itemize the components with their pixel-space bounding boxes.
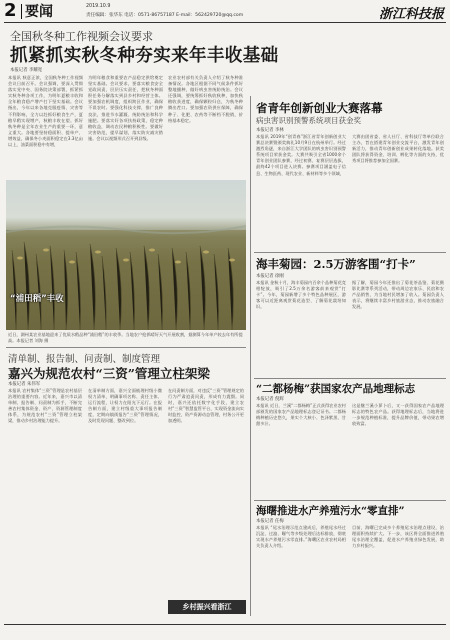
- page-footer-rule: [4, 624, 446, 625]
- story-c-byline: 本报记者 倪辉: [256, 397, 284, 402]
- section-title: 要闻: [25, 4, 53, 20]
- story-e-body-col2: 在清单制方面，嘉兴全面梳理村级小微权力清单，明确事项名称、责任主体、运行流程，让权力在阳光下运行。在报告制方面，建立村级重大事项报告制度，定期向镇街报告“三资”管理情况，及时发现问题、整改到位。: [88, 388, 162, 424]
- story-a-body-col2: 大赛由团省委、省人社厅、省科技厅等单位联合主办，旨在搭建青年创业交流平台，激发青年创新活力，推动青年创新创业成果转化落地。获奖团队将获得资金、培训、孵化等方面的支持，优秀项目将推荐参加全国赛。: [352, 134, 444, 164]
- story-e-body-col3: 在问责制方面，对违反“三资”管理规定的行为严肃追责问责，形成有力震慑。同时，嘉兴还依托数字化手段，建立农村“三资”智慧监管平台，实现资金流向实时监控，资产资源动态管理，村务公开更加透明。: [168, 388, 244, 424]
- paper-name-logo: 浙江科技报: [378, 7, 444, 22]
- story-e-byline: 本报记者 朱伟军: [8, 382, 41, 387]
- lead-body-col1: 本报讯 秋意正浓，全国秋冬种工作视频会议日前召开。会议强调，要深入贯彻落实党中央、国务院决策部署，抓紧抓实秋冬种各项工作，为明年夏粮丰收和全年粮食稳产增产打下坚实基础。会议指出，今年以来各地克服疫情、灾害等不利影响，全力以赴抓好粮食生产，夏粮早稻实现增产，秋粮丰收在望。抓好秋冬种是全年农业生产的重要一环，意义重大。各地要坚持稳面积、提单产、增效益，确保冬小麦面积稳定在3.3亿亩以上，油菜面积稳中有增，: [8, 75, 83, 148]
- story-e-kicker: 清单制、报告制、问责制、制度管理: [8, 354, 161, 365]
- issue-date: 2019.10.9: [86, 4, 111, 9]
- masthead: [0, 0, 450, 24]
- lead-photo-caption: 近日，湖州某农业基地迎来了优质水稻品种“浦田稻”的丰收季。当地农户抢抓晴好天气开展收割，据测算今年单产较去年有所提高。本报记者 刘海 摄: [8, 332, 243, 343]
- story-d-byline: 本报记者 任梅: [256, 519, 284, 524]
- story-a-byline: 本报记者 李林: [256, 128, 284, 133]
- story-c-bottom-rule: [254, 500, 446, 501]
- column-divider: [250, 96, 251, 616]
- lead-byline: 本报记者 李耀宽: [10, 68, 43, 73]
- story-d-headline: 海曙推进水产养殖污水“零直排”: [256, 505, 405, 517]
- lead-headline: 抓紧抓实秋冬种夯实来年丰收基础: [10, 46, 279, 66]
- story-a-headline: 省青年创新创业大赛落幕: [256, 101, 383, 115]
- story-d-body-col2: 目前，海曙已完成多个养殖尾水治理点建设，治理面积持续扩大。下一步，该区将全面推进养殖尾水治理全覆盖，促进水产养殖业绿色发展，助力乡村振兴。: [352, 525, 444, 549]
- lead-photo-rice-field: [6, 180, 246, 330]
- story-b-body-col1: 本报讯 金秋十月，海丰菊园内百余个品种菊花竞相绽放，吸引了2.5万余名游客前来观赏“打卡”。今年，菊园新增了多个特色品种展区，游客可以近距离观赏菊花造型、了解菊花栽培知识。: [256, 280, 346, 310]
- story-b-byline: 本报记者 徐刚: [256, 274, 284, 279]
- story-c-headline: “二都杨梅”获国家农产品地理标志: [256, 383, 416, 395]
- story-a-body-col1: 本报讯 2019年“创青春”浙江省青年创新创业大赛总决赛暨颁奖典礼10月9日在杭州举行。经过激烈角逐，来自浙江大学团队的病虫害识别预警系统项目荣获金奖。大赛共吸引全省1000余个青年创业团队参赛，经过初赛、复赛层层选拔，最终42个项目进入决赛。参赛项目涵盖电子信息、生物医药、现代农业、新材料等多个领域，: [256, 134, 346, 176]
- story-e-footer-tag-text: 乡村振兴看浙江: [182, 603, 232, 611]
- story-b-headline: 海丰菊园：2.5万游客围“打卡”: [256, 257, 416, 271]
- lead-photo-label: “浦田稻”丰收: [10, 294, 64, 304]
- story-e-body-col1: 本报讯 农村集体“三资”管理是农村基层治理的重要内容。近年来，嘉兴市以清单制、报告制、问责制为抓手，不断完善农村集体资金、资产、资源管理制度体系，为规范农村“三资”管理立柱架梁，推动乡村治理能力提升。: [8, 388, 82, 424]
- story-a-bottom-rule: [254, 252, 446, 253]
- lead-body-col3: 农业农村部有关负责人介绍了秋冬种准备情况。各地区根据不同气候条件抓好整地播种，做好病虫害统防统治。会议还强调，要统筹抓好秋收秋种，加快秋粮收获进度，确保颗粒归仓，为秋冬种腾出茬口。要加强农资供应保障，确保种子、化肥、农药等不断档不脱销，价格基本稳定。: [168, 75, 243, 123]
- story-e-footer-tag: [168, 600, 246, 614]
- story-e-top-rule: [6, 347, 246, 348]
- lead-kicker: 全国秋冬种工作视频会议要求: [10, 30, 153, 43]
- story-a-subhead: 病虫害识别预警系统项目获金奖: [256, 116, 361, 125]
- story-c-body-col2: 这是继兰溪小萝卜后，又一获得国家农产品地理标志的特色农产品。获得地理标志后，当地将进一步规范种植标准，提升品牌价值，带动果农增收致富。: [352, 403, 444, 427]
- story-b-bottom-rule: [254, 378, 446, 379]
- page-number: 2: [4, 0, 17, 21]
- story-b-body-col2: 据了解，菊园今年还推出了菊花茶品鉴、菊花摄影比赛等系列活动，带动周边农家乐、民宿和农产品销售，为当地村民增加了收入。菊园负责人表示，将继续丰富乡村旅游业态，推动农旅融合发展。: [352, 280, 444, 310]
- lead-body-col2: 为明年粮食和重要农产品稳定供给奠定坚实基础。会议要求，要落实粮食安全党政同责，层层压实责任，把秋冬种面积任务分解落实到县乡村和经营主体。要加强农机调度，组织跨区作业，确保不误农时。要强化科技支撑，推广良种良法，推进节水灌溉、统防统治和科学施肥。要落实好各项扶持政策，稳定种粮收益，调动农民种粮积极性。要做好灾害防范，提早谋划，落实防灾减灾措施。会议以视频形式召开到县级。: [88, 75, 163, 141]
- story-e-headline: 嘉兴为规范农村“三资”管理立柱架梁: [8, 366, 210, 381]
- duty-editor-line: 责任编辑：张华东 电话：0571-86757187 E-mail：562429720@qq.com: [86, 13, 244, 18]
- lead-photo: [6, 180, 246, 330]
- page-number-divider: [21, 4, 22, 19]
- masthead-rule: [4, 22, 446, 23]
- story-d-body-col1: 本报讯 “尾水治理示范点建成后，养殖尾水经过沉淀、过滤、曝气等多级处理后达标排放，彻底实现水产养殖污水零直排。”海曙区农业农村局相关负责人介绍。: [256, 525, 346, 549]
- story-c-body-col1: 本报讯 近日，兰溪“二都杨梅”正式获得农业农村部颁发的国家农产品地理标志登记证书。二都杨梅种植历史悠久，果实个大核小、色泽紫黑、甘甜多汁。: [256, 403, 346, 427]
